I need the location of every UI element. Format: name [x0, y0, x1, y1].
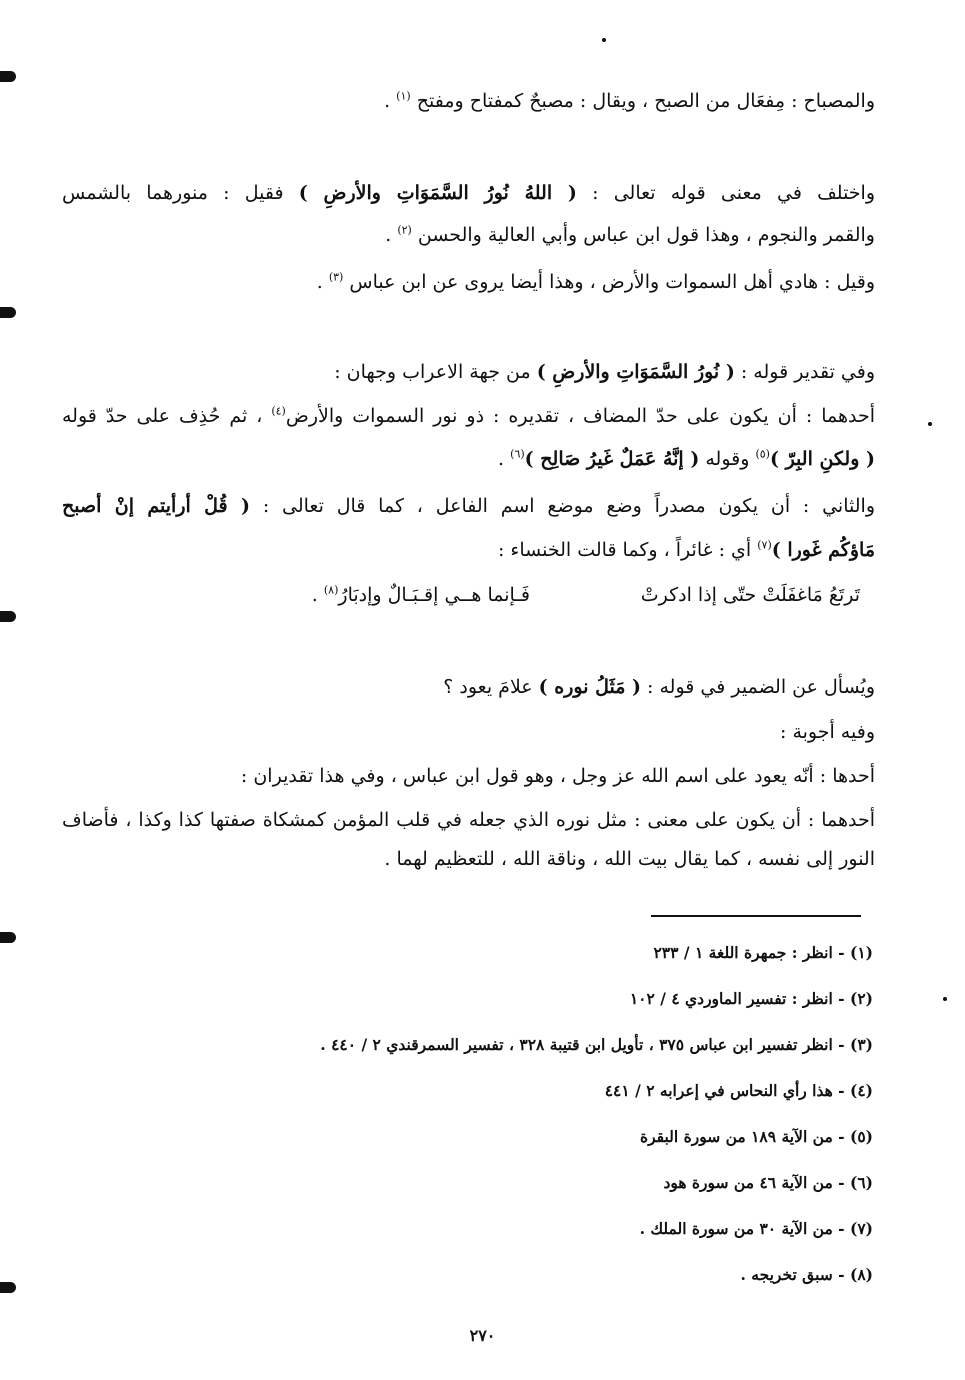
page-number: ٢٧٠ — [469, 1326, 496, 1345]
text: من جهة الاعراب وجهان : — [334, 361, 537, 383]
text: . — [311, 584, 324, 606]
text: أحدهما : أن يكون على حدّ المضاف ، تقديره : ذو نور السموات والأرض — [285, 405, 875, 427]
footnote-ref: (٧) — [757, 538, 772, 552]
text: علامَ يعود ؟ — [443, 676, 539, 698]
quran-quote: ( مَثَلُ نوره ) — [538, 676, 642, 698]
footnote-separator — [651, 915, 861, 917]
poetry-verse — [312, 584, 530, 608]
footnote: (٧) - من الآية ٣٠ من سورة الملك . — [639, 1219, 873, 1238]
text: ، ثم حُذِف على حدّ قوله — [62, 405, 272, 427]
paragraph-line — [62, 809, 875, 833]
paragraph-line — [334, 361, 875, 385]
paragraph-line — [443, 676, 875, 700]
text: وقوله — [699, 448, 756, 470]
text: وفي تقدير قوله : — [734, 361, 875, 383]
paragraph-line — [384, 90, 875, 114]
quran-quote: مَاؤكُم غَورا ) — [771, 539, 875, 561]
footnote-ref: (٤) — [271, 404, 286, 418]
text: وفيه أجوبة : — [780, 721, 875, 743]
speck — [943, 997, 947, 1001]
binding-mark — [0, 611, 16, 622]
paragraph-line — [241, 765, 875, 789]
text: والثاني : أن يكون مصدراً وضع موضع اسم الفاعل ، كما قال تعالى : — [250, 495, 875, 517]
footnote: (٣) - انظر تفسير ابن عباس ٣٧٥ ، تأويل ابن قتيبة ٣٢٨ ، تفسير السمرقندي ٢ / ٤٤٠ . — [320, 1035, 873, 1054]
text: أحدها : أنّه يعود على اسم الله عز وجل ، وهو قول ابن عباس ، وفي هذا تقديران : — [240, 765, 875, 787]
paragraph-line — [384, 848, 875, 872]
text: واختلف في معنى قوله تعالى : — [576, 182, 876, 204]
text: والقمر والنجوم ، وهذا قول ابن عباس وأبي العالية والحسن — [417, 224, 875, 246]
text: والمصباح : مِفعَال من الصبح ، ويقال : مصبحٌ كمفتاح ومفتح — [416, 90, 875, 112]
footnote: (٨) - سبق تخريجه . — [740, 1265, 873, 1284]
footnote-ref: (٢) — [397, 223, 412, 237]
quran-quote: ( نُورُ السَّمَوَاتِ والأرضِ ) — [536, 361, 735, 383]
footnote-ref: (٥) — [755, 447, 770, 461]
text: . — [384, 90, 397, 112]
paragraph-line — [62, 495, 875, 519]
paragraph-line — [498, 539, 875, 563]
verse-hemistich-second: فَـإنما هــي إقـبَـالٌ وإدبَارُ — [338, 584, 530, 606]
text: . — [316, 271, 329, 293]
quran-quote: ( اللهُ نُورُ السَّمَوَاتِ والأرضِ ) — [298, 182, 577, 204]
paragraph-line — [780, 721, 875, 745]
footnote: (٥) - من الآية ١٨٩ من سورة البقرة — [639, 1127, 873, 1146]
footnote: (٦) - من الآية ٤٦ من سورة هود — [663, 1173, 873, 1192]
paragraph-line — [498, 448, 875, 472]
speck — [602, 38, 606, 42]
quran-quote: ( ولكنِ البِرّ ) — [769, 448, 875, 470]
text: ويُسأل عن الضمير في قوله : — [641, 676, 875, 698]
footnote-ref: (٦) — [510, 447, 525, 461]
speck — [928, 422, 932, 426]
paragraph-line — [62, 405, 875, 429]
binding-mark — [0, 932, 16, 943]
verse-hemistich-first: تَرتَعُ مَاغفَلَتْ حتّى إذا ادكرتْ — [640, 584, 860, 606]
footnote: (٤) - هذا رأي النحاس في إعرابه ٢ / ٤٤١ — [604, 1081, 873, 1100]
binding-mark — [0, 71, 16, 82]
poetry-verse — [641, 584, 860, 608]
paragraph-line — [62, 182, 875, 206]
text: أي : غائراً ، وكما قالت الخنساء : — [497, 539, 758, 561]
text: . — [385, 224, 398, 246]
footnote: (١) - انظر : جمهرة اللغة ١ / ٢٣٣ — [653, 943, 873, 962]
binding-mark — [0, 1282, 16, 1293]
binding-mark — [0, 307, 16, 318]
quran-quote: ( قُلْ أرأيتم إنْ أصبح — [62, 495, 251, 517]
footnote-ref: (٣) — [328, 270, 344, 284]
text: . — [498, 448, 511, 470]
text: فقيل : منورهما بالشمس — [62, 182, 299, 204]
text: وقيل : هادي أهل السموات والأرض ، وهذا أيضا يروى عن ابن عباس — [349, 271, 875, 293]
footnote-ref: (١) — [396, 89, 411, 103]
footnote: (٢) - انظر : تفسير الماوردي ٤ / ١٠٢ — [629, 989, 873, 1008]
quran-quote: ( إنَّهُ عَمَلٌ غَيرُ صَالِح ) — [524, 448, 700, 470]
paragraph-line — [385, 224, 875, 248]
text: أحدهما : أن يكون على معنى : مثل نوره الذي جعله في قلب المؤمن كمشكاة صفتها كذا وكذا ، فأضاف — [62, 809, 875, 831]
paragraph-line — [317, 271, 875, 295]
footnote-ref: (٨) — [323, 583, 339, 597]
text: النور إلى نفسه ، كما يقال بيت الله ، وناقة الله ، للتعظيم لهما . — [384, 848, 875, 870]
